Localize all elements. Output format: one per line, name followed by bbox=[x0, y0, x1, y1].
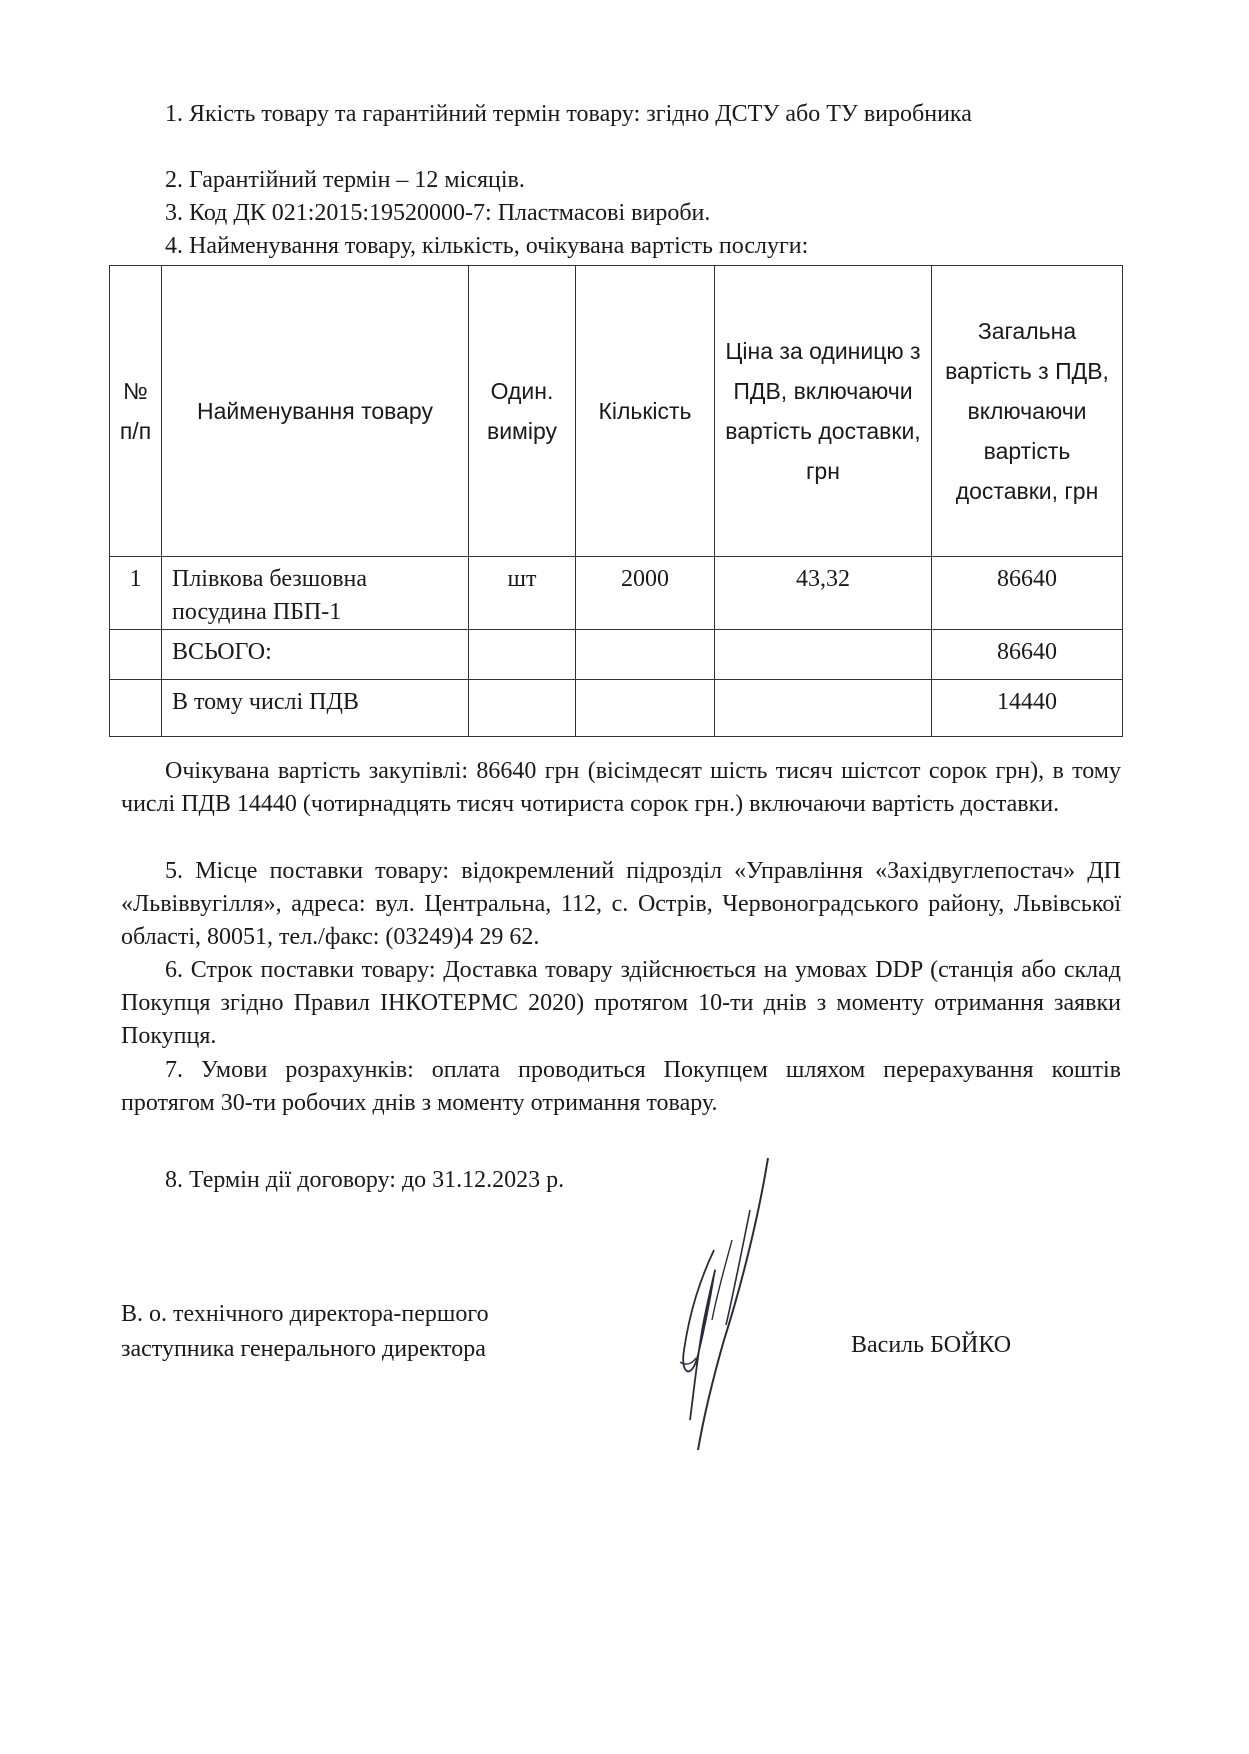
item-5: 5. Місце поставки товару: відокремлений підрозділ «Управління «Західвуглепостач» ДП «Львіввугілля», адреса: вул. Центральна, 112, с. Острів, Червоноградського району, Львівської області, 80051, тел./факс: (03249)4 29 62. bbox=[121, 858, 1121, 950]
row-num: 1 bbox=[110, 557, 162, 630]
row-total: 86640 bbox=[932, 557, 1123, 630]
total-row bbox=[110, 630, 1123, 680]
item-8: 8. Термін дії договору: до 31.12.2023 р. bbox=[165, 1167, 565, 1193]
header-unit: Один. виміру bbox=[469, 266, 576, 557]
table-row bbox=[110, 557, 1123, 630]
table-header-row bbox=[110, 266, 1123, 557]
item-1: 1. Якість товару та гарантійний термін товару: згідно ДСТУ або ТУ виробника bbox=[165, 101, 972, 127]
item-7: 7. Умови розрахунків: оплата проводиться Покупцем шляхом перерахування коштів протягом 30-ти робочих днів з моменту отримання товару. bbox=[121, 1057, 1121, 1116]
row-unit: шт bbox=[469, 557, 576, 630]
row-price: 43,32 bbox=[715, 557, 932, 630]
item-3: 3. Код ДК 021:2015:19520000-7: Пластмасові вироби. bbox=[165, 200, 711, 226]
item-4: 4. Найменування товару, кількість, очікувана вартість послуги: bbox=[165, 233, 809, 259]
vat-value: 14440 bbox=[932, 680, 1123, 737]
position-line-2: заступника генерального директора bbox=[121, 1336, 486, 1362]
signatory-name: Василь БОЙКО bbox=[851, 1332, 1012, 1358]
header-name: Найменування товару bbox=[162, 266, 469, 557]
total-label: ВСЬОГО: bbox=[162, 630, 469, 680]
item-2: 2. Гарантійний термін – 12 місяців. bbox=[165, 167, 525, 193]
row-qty: 2000 bbox=[576, 557, 715, 630]
position-line-1: В. о. технічного директора-першого bbox=[121, 1301, 489, 1327]
header-qty: Кількість bbox=[576, 266, 715, 557]
vat-label: В тому числі ПДВ bbox=[162, 680, 469, 737]
vat-row bbox=[110, 680, 1123, 737]
signatory-position bbox=[121, 1297, 489, 1367]
header-num: № п/п bbox=[110, 266, 162, 557]
header-total: Загальна вартість з ПДВ, включаючи вартість доставки, грн bbox=[932, 266, 1123, 557]
item-6: 6. Строк поставки товару: Доставка товару здійснюється на умовах DDP (станція або склад Покупця згідно Правил ІНКОТЕРМС 2020) протягом 10-ти днів з моменту отримання заявки Покупця. bbox=[121, 957, 1121, 1049]
row-name: Плівкова безшовна посудина ПБП-1 bbox=[162, 557, 469, 630]
goods-table bbox=[109, 265, 1123, 737]
handwritten-signature bbox=[640, 1150, 790, 1460]
header-price: Ціна за одиницю з ПДВ, включаючи вартість доставки, грн bbox=[715, 266, 932, 557]
total-value: 86640 bbox=[932, 630, 1123, 680]
expected-cost: Очікувана вартість закупівлі: 86640 грн (вісімдесят шість тисяч шістсот сорок грн), в тому числі ПДВ 14440 (чотирнадцять тисяч чотириста сорок грн.) включаючи вартість доставки. bbox=[121, 758, 1121, 817]
